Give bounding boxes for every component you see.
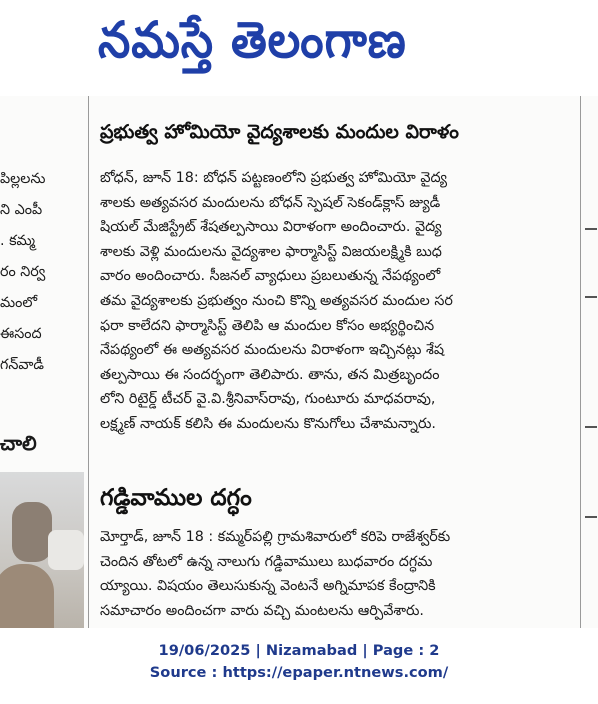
left-column-line: ఈసంద <box>0 326 42 342</box>
left-column-line: మంలో <box>0 295 38 311</box>
left-column-line: ని ఎంపీ <box>0 202 43 218</box>
article1-body <box>100 166 453 437</box>
article1-line: శాలకు వెళ్లి మందులను వైద్యశాల ఫార్మాసిస్ట్‌ విజయలక్ష్మికి బుధ <box>100 243 442 260</box>
article2-body <box>100 525 450 623</box>
article1-line: వారం అందించారు. సీజనల్‌ వ్యాధులు ప్రబలుతున్న నేపథ్యంలో <box>100 268 441 285</box>
photo-paper <box>48 530 84 570</box>
text-fragment <box>585 516 597 518</box>
article1-headline: ప్రభుత్వ హోమియో వైద్యశాలకు మందుల విరాళం <box>100 121 459 143</box>
article1-line: షియల్‌ మేజిస్ట్రేట్‌ శేషతల్పసాయి విరాళంగా అందించారు. వైద్య <box>100 219 442 236</box>
article1-line: ఫరా కాలేదని ఫార్మాసిస్ట్‌ తెలిపి ఆ మందుల కోసం అభ్యర్థించిన <box>100 317 435 334</box>
article1-line: లోని రిటైర్డ్‌ టీచర్‌ వై.వి.శ్రీనివాస్‌రావు, గుంటూరు మాధవరావు, <box>100 391 436 408</box>
column-divider-right <box>580 96 581 628</box>
article1-line: లక్ష్మణ్‌ నాయక్‌ కలిసి ఈ మందులను కొనుగోలు చేశామన్నారు. <box>100 415 436 432</box>
cut-off-text-fragment <box>98 96 518 106</box>
article2-line: మోర్తాడ్‌, జూన్‌ 18 : కమ్మర్‌పల్లి గ్రామశివారులో కరిపె రాజేశ్వర్‌కు <box>100 529 451 545</box>
article2-line: య్యాయి. విషయం తెలుసుకున్న వెంటనే అగ్నిమాపక కేంద్రానికి <box>100 578 436 595</box>
left-column-line: పిల్లలను <box>0 171 46 187</box>
footer-source: Source : https://epaper.ntnews.com/ <box>149 664 449 681</box>
photo-figure <box>12 502 52 562</box>
left-column-heading: చాలి <box>0 431 37 455</box>
article2-headline: గడ్డివాముల దగ్ధం <box>100 485 252 511</box>
masthead-title: నమస్తే తెలంగాణ <box>98 11 407 69</box>
article2-line: చెందిన తోటలో ఉన్న నాలుగు గడ్డివాములు బుధవారం దగ్ధమ <box>100 553 433 570</box>
left-column-line: రం నిర్వ <box>0 264 46 280</box>
left-column-line: గన్‌వాడీ <box>0 357 44 373</box>
masthead <box>0 0 598 96</box>
left-column-text <box>0 164 84 381</box>
column-divider-left <box>88 96 89 628</box>
article1-line: శాలకు అత్యవసర మందులను బోధన్‌ స్పెషల్‌ సెకండ్‌క్లాస్‌ జ్యుడీ <box>100 194 441 211</box>
footer-date-edition: 19/06/2025 | Nizamabad | Page : 2 <box>158 642 440 659</box>
photo-figure <box>0 564 54 628</box>
article2-line: సమాచారం అందించగా వారు వచ్చి మంటలను ఆర్పివేశారు. <box>100 602 424 619</box>
article1-line: నేపథ్యంలో ఈ అత్యవసర మందులను విరాళంగా ఇచ్చినట్లు శేష <box>100 342 445 359</box>
text-fragment <box>585 296 597 298</box>
right-column-edge <box>584 96 598 628</box>
text-fragment <box>585 228 597 230</box>
article1-line: బోధన్‌, జూన్‌ 18: బోధన్‌ పట్టణంలోని ప్రభుత్వ హోమియో వైద్య <box>100 170 448 186</box>
article1-line: తమ వైద్యశాలకు ప్రభుత్వం నుంచి కొన్ని అత్యవసర మందుల సర <box>100 292 453 309</box>
left-column-line: . కమ్మ <box>0 233 36 249</box>
text-fragment <box>585 426 597 428</box>
news-photo <box>0 472 84 628</box>
article1-line: తల్పసాయి ఈ సందర్భంగా తెలిపారు. తాను, తన మిత్రబృందం <box>100 366 440 383</box>
